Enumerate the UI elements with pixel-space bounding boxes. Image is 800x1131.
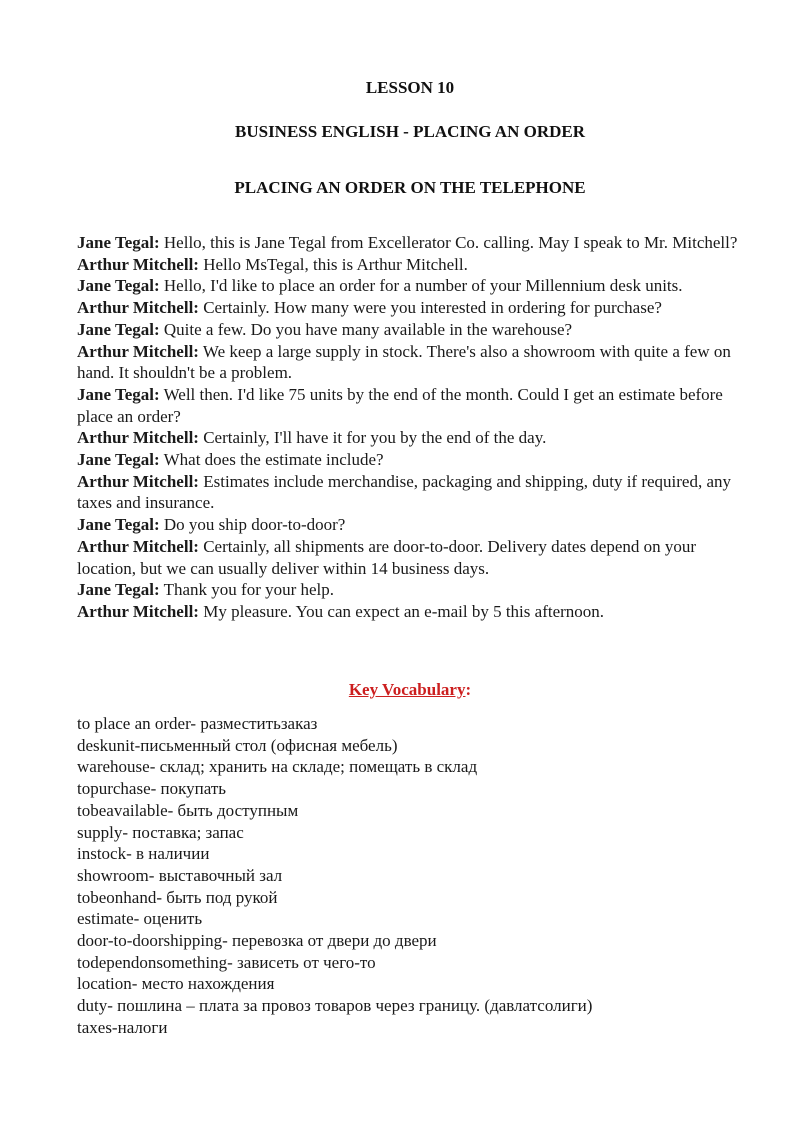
vocabulary-item: supply- поставка; запас bbox=[77, 822, 244, 842]
speaker-name: Jane Tegal: bbox=[77, 450, 160, 470]
dialogue-line bbox=[77, 297, 749, 319]
speaker-name: Jane Tegal: bbox=[77, 515, 160, 535]
lesson-title: LESSON 10 bbox=[365, 78, 455, 97]
vocabulary-item: warehouse- склад; хранить на складе; помещать в склад bbox=[77, 757, 478, 777]
speaker-name: Jane Tegal: bbox=[77, 276, 160, 296]
dialogue-line bbox=[77, 601, 749, 623]
speaker-name: Arthur Mitchell: bbox=[77, 471, 199, 491]
dialogue-text: What does the estimate include? bbox=[159, 450, 384, 470]
dialogue-text: Do you ship door-to-door? bbox=[159, 515, 346, 535]
speaker-name: Jane Tegal: bbox=[77, 580, 160, 600]
dialogue-line bbox=[77, 275, 749, 297]
vocabulary-item: taxes-налоги bbox=[77, 1017, 168, 1037]
dialogue-text: Quite a few. Do you have many available in the warehouse? bbox=[159, 319, 573, 339]
speaker-name: Arthur Mitchell: bbox=[77, 254, 199, 274]
vocabulary-item: door-to-doorshipping- перевозка от двери до двери bbox=[77, 931, 437, 951]
vocabulary-list bbox=[77, 713, 757, 1039]
dialogue-text: Hello MsTegal, this is Arthur Mitchell. bbox=[198, 254, 468, 274]
dialogue-line bbox=[77, 536, 749, 579]
speaker-name: Jane Tegal: bbox=[77, 319, 160, 339]
speaker-name: Jane Tegal: bbox=[77, 233, 160, 252]
dialogue-text: Well then. I'd like 75 units by the end of the month. Could I get an estimate before place an order? bbox=[77, 384, 723, 426]
dialogue-line bbox=[77, 232, 749, 254]
speaker-name: Jane Tegal: bbox=[77, 384, 160, 404]
section-title: PLACING AN ORDER ON THE TELEPHONE bbox=[234, 178, 586, 197]
vocabulary-item: tobeavailable- быть доступным bbox=[77, 800, 299, 820]
vocabulary-item: instock- в наличии bbox=[77, 844, 210, 864]
speaker-name: Arthur Mitchell: bbox=[77, 341, 199, 361]
vocabulary-item: location- место нахождения bbox=[77, 974, 275, 994]
dialogue-text: Certainly, I'll have it for you by the end of the day. bbox=[198, 428, 547, 448]
vocabulary-item: deskunit-письменный стол (офисная мебель) bbox=[77, 735, 398, 755]
dialogue-line bbox=[77, 471, 749, 514]
dialogue-text: Estimates include merchandise, packaging and shipping, duty if required, any taxes and insurance. bbox=[77, 471, 732, 513]
dialogue-text: Hello, I'd like to place an order for a number of your Millennium desk units. bbox=[159, 276, 683, 296]
dialogue-line bbox=[77, 514, 749, 536]
vocabulary-heading-colon: : bbox=[465, 680, 472, 699]
dialogue-text: Certainly. How many were you interested in ordering for purchase? bbox=[198, 298, 662, 318]
dialogue-text: My pleasure. You can expect an e-mail by 5 this afternoon. bbox=[198, 601, 605, 621]
speaker-name: Arthur Mitchell: bbox=[77, 601, 199, 621]
vocabulary-heading-label: Key Vocabulary bbox=[348, 680, 466, 699]
vocabulary-heading bbox=[0, 679, 800, 700]
vocabulary-item: to place an order- разместитьзаказ bbox=[77, 714, 318, 733]
vocabulary-item: showroom- выставочный зал bbox=[77, 865, 283, 885]
vocabulary-item: todependonsomething- зависеть от чего-то bbox=[77, 952, 376, 972]
dialogue-line bbox=[77, 384, 749, 427]
dialogue-line bbox=[77, 427, 749, 449]
vocabulary-item: topurchase- покупать bbox=[77, 779, 227, 799]
dialogue-line bbox=[77, 254, 749, 276]
speaker-name: Arthur Mitchell: bbox=[77, 298, 199, 318]
vocabulary-item: duty- пошлина – плата за провоз товаров через границу. (давлатсолиги) bbox=[77, 996, 593, 1016]
vocabulary-item: tobeonhand- быть под рукой bbox=[77, 887, 278, 907]
course-title: BUSINESS ENGLISH - PLACING AN ORDER bbox=[235, 122, 585, 141]
dialogue-text: We keep a large supply in stock. There's also a showroom with quite a few on hand. It shouldn't be a problem. bbox=[77, 341, 731, 383]
speaker-name: Arthur Mitchell: bbox=[77, 428, 199, 448]
vocabulary-item: estimate- оценить bbox=[77, 909, 203, 929]
dialogue-line bbox=[77, 579, 749, 601]
speaker-name: Arthur Mitchell: bbox=[77, 536, 199, 556]
dialogue-line bbox=[77, 319, 749, 341]
dialogue-line bbox=[77, 341, 749, 384]
dialogue-text: Thank you for your help. bbox=[159, 580, 335, 600]
dialogue-line bbox=[77, 449, 749, 471]
dialogue bbox=[77, 232, 749, 623]
dialogue-text: Hello, this is Jane Tegal from Excellerator Co. calling. May I speak to Mr. Mitchell? bbox=[159, 233, 738, 252]
dialogue-text: Certainly, all shipments are door-to-door. Delivery dates depend on your location, but we can usually deliver within 14 business days. bbox=[77, 536, 697, 578]
